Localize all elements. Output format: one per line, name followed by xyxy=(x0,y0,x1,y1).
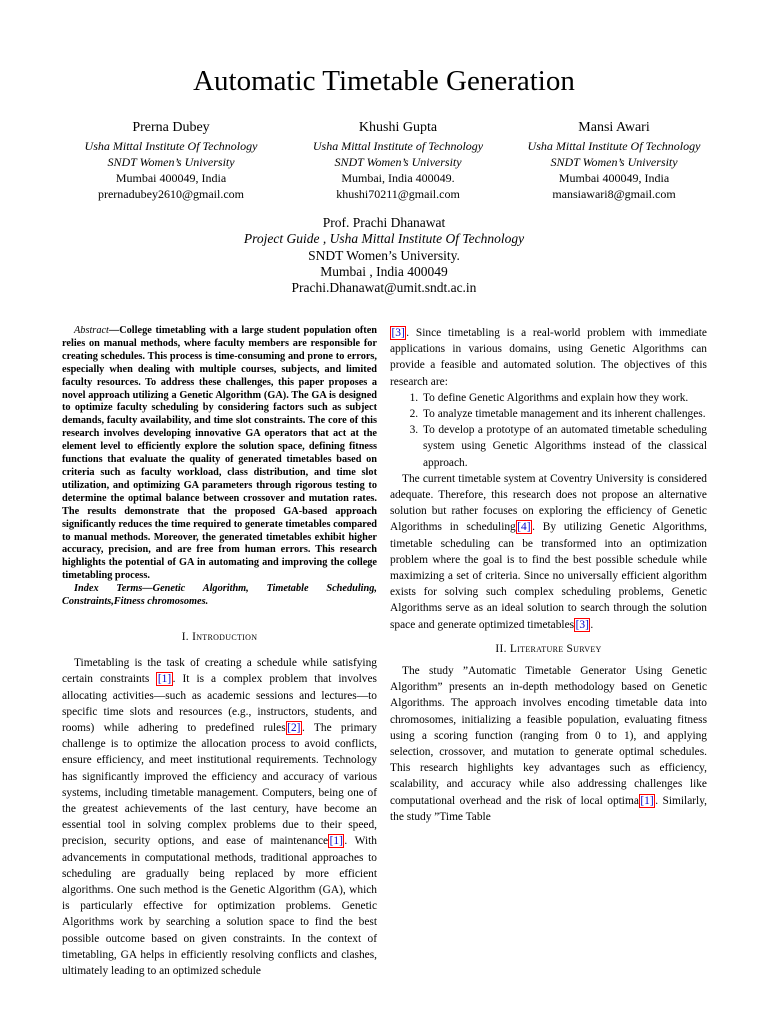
author-name: Prerna Dubey xyxy=(132,120,210,135)
author-name: Mansi Awari xyxy=(578,120,650,135)
author-university: SNDT Women’s University xyxy=(334,155,462,169)
right-column xyxy=(390,325,707,825)
citation-link[interactable]: [2] xyxy=(287,721,301,734)
objectives-list xyxy=(390,390,707,471)
author-email: mansiawari8@gmail.com xyxy=(552,187,676,201)
section-heading-literature-survey: II. Literature Survey xyxy=(495,642,602,655)
intro-text: Timetabling is the task of creating a schedule while satisfying certain constraints xyxy=(62,657,377,686)
author-block-2 xyxy=(292,119,504,202)
author-affiliation: Usha Mittal Institute Of Technology xyxy=(84,139,258,153)
abstract xyxy=(62,325,377,583)
paragraph-text: . xyxy=(590,618,594,631)
author-affiliation: Usha Mittal Institute Of Technology xyxy=(527,139,701,153)
citation-link[interactable]: [1] xyxy=(329,835,343,848)
author-email: khushi70211@gmail.com xyxy=(336,187,460,201)
citation-link[interactable]: [4] xyxy=(517,521,531,534)
guide-block xyxy=(0,215,768,296)
citation-link[interactable]: [1] xyxy=(640,794,654,807)
objective-item: 3. To develop a prototype of an automated timetable scheduling system using Genetic Algorithms instead of the classical approach. xyxy=(421,422,707,471)
objective-item: 1. To define Genetic Algorithms and explain how they work. xyxy=(421,390,707,406)
paragraph-text: . Similarly, the study ”Time Table xyxy=(390,794,708,823)
section-heading-introduction: I. Introduction xyxy=(181,630,258,643)
author-university: SNDT Women’s University xyxy=(550,155,678,169)
guide-role: Project Guide , Usha Mittal Institute Of Technology xyxy=(243,231,525,247)
intro-text: . It is a complex problem that involves allocating activities—such as academic sessions and lectures—to specific time slots and resources (e.g., instructors, students, and rooms) while adhering to predefined rules xyxy=(62,673,377,734)
author-block-3 xyxy=(509,119,719,202)
literature-paragraph xyxy=(390,663,707,825)
intro-paragraph xyxy=(62,655,377,979)
author-block-1 xyxy=(76,119,266,202)
current-system-paragraph xyxy=(390,471,707,633)
objective-item: 2. To analyze timetable management and its inherent challenges. xyxy=(421,406,707,422)
citation-link[interactable]: [3] xyxy=(391,327,405,339)
paragraph-text: The current timetable system at Coventry University is considered adequate. Therefore, this research does not propose an alternative solution but rather focuses on exploring the efficiency of Genetic Algorithms in scheduling xyxy=(390,472,707,534)
paper-title: Automatic Timetable Generation xyxy=(193,65,575,97)
abstract-text: —College timetabling with a large student population often relies on manual methods, where faculty members are responsible for creating schedules. This process is time-consuming and prone to errors, especially when dealing with multiple courses, subjects, and limited faculty resources. To address these challenges, this paper proposes a novel approach utilizing a Genetic Algorithm (GA). The GA is designed to optimize faculty scheduling by considering factors such as subject demands, faculty availability, and time slot constraints. The core of this research involves developing innovative GA operators that act at the element level to efficiently explore the solution space, defining fitness functions that evaluate the quality of generated timetables based on criteria such as faculty workload, class distribution, and time slot utilization, and optimizing GA parameters through rigorous testing to determine the optimal balance between crossover and mutation rates. The results demonstrate that the proposed GA-based approach significantly reduces the time required to generate timetables compared to manual methods. Moreover, the generated timetables exhibit higher accuracy, precision, and are free from human errors. This research highlights the potential of GA in automating and improving the college timetabling process. xyxy=(62,325,377,582)
citation-link[interactable]: [1] xyxy=(157,673,172,686)
paragraph-text: The study ”Automatic Timetable Generator Using Genetic Algorithm” presents an in-depth methodology based on Genetic Algorithms. The approach involves encoding timetable data into chromosomes, initializing a feasible population, evaluating fitness using a scoring function (ranging from 0 to 1), and applying selection, crossover, and mutation to generate optimal schedules. This research highlights key advantages such as efficiency, scalability, and accuracy while also addressing challenges like computational overhead and the risk of local optima xyxy=(390,665,707,807)
author-university: SNDT Women’s University xyxy=(107,155,235,169)
author-address: Mumbai 400049, India xyxy=(558,171,670,185)
author-affiliation: Usha Mittal Institute of Technology xyxy=(312,139,484,153)
intro-text: . Since timetabling is a real-world problem with immediate applications in various domains, using Genetic Algorithms can provide a feasible and automated solution. The objectives of this research are: xyxy=(390,327,707,388)
paragraph-text: . By utilizing Genetic Algorithms, timetable scheduling can be transformed into an optimization problem where the goal is to find the best possible schedule while maximizing a set of criteria. Since no universally efficient algorithm exists for solving such complex scheduling problems, Genetic Algorithms serve as an ideal solution to search through the solution space and generate optimized timetables xyxy=(390,521,707,631)
author-address: Mumbai 400049, India xyxy=(115,171,227,185)
index-terms-text: Index Terms—Genetic Algorithm, Timetable Scheduling, Constraints,Fitness chromosomes. xyxy=(62,583,377,608)
left-column xyxy=(62,325,377,979)
citation-link[interactable]: [3] xyxy=(575,618,589,631)
guide-email: Prachi.Dhanawat@umit.sndt.ac.in xyxy=(291,280,477,296)
guide-address: Mumbai , India 400049 xyxy=(320,263,448,279)
author-name: Khushi Gupta xyxy=(358,120,438,135)
intro-text: . The primary challenge is to optimize the allocation process to avoid conflicts, ensure efficiency, and meet institutional requirements. Technology has significantly improved the efficiency and accuracy of various systems, including timetable management. Computers, being one of the greatest achievements of the last century, have become an essential tool in solving complex problems due to their speed, precision, security options, and ease of maintenance xyxy=(62,721,377,848)
author-email: prernadubey2610@gmail.com xyxy=(97,187,244,201)
intro-text-split: . With advancements in computational methods, traditional approaches to scheduling are gradually being replaced by more efficient algorithms. One such method is the Genetic Algorithm (GA), which is particularly effective for optimization problems. Genetic Algorithms work by searching a solution space to find the best possible outcome based on given constraints. In the context of timetabling, GA helps in efficiently resolving conflicts and clashes, ultimately leading to an optimized schedule xyxy=(62,835,377,977)
guide-university: SNDT Women’s University. xyxy=(308,247,460,263)
intro-paragraph-continued xyxy=(390,325,707,390)
index-terms xyxy=(62,583,377,609)
abstract-label: Abstract xyxy=(74,325,109,336)
guide-name: Prof. Prachi Dhanawat xyxy=(322,215,446,230)
author-address: Mumbai, India 400049. xyxy=(341,171,455,185)
